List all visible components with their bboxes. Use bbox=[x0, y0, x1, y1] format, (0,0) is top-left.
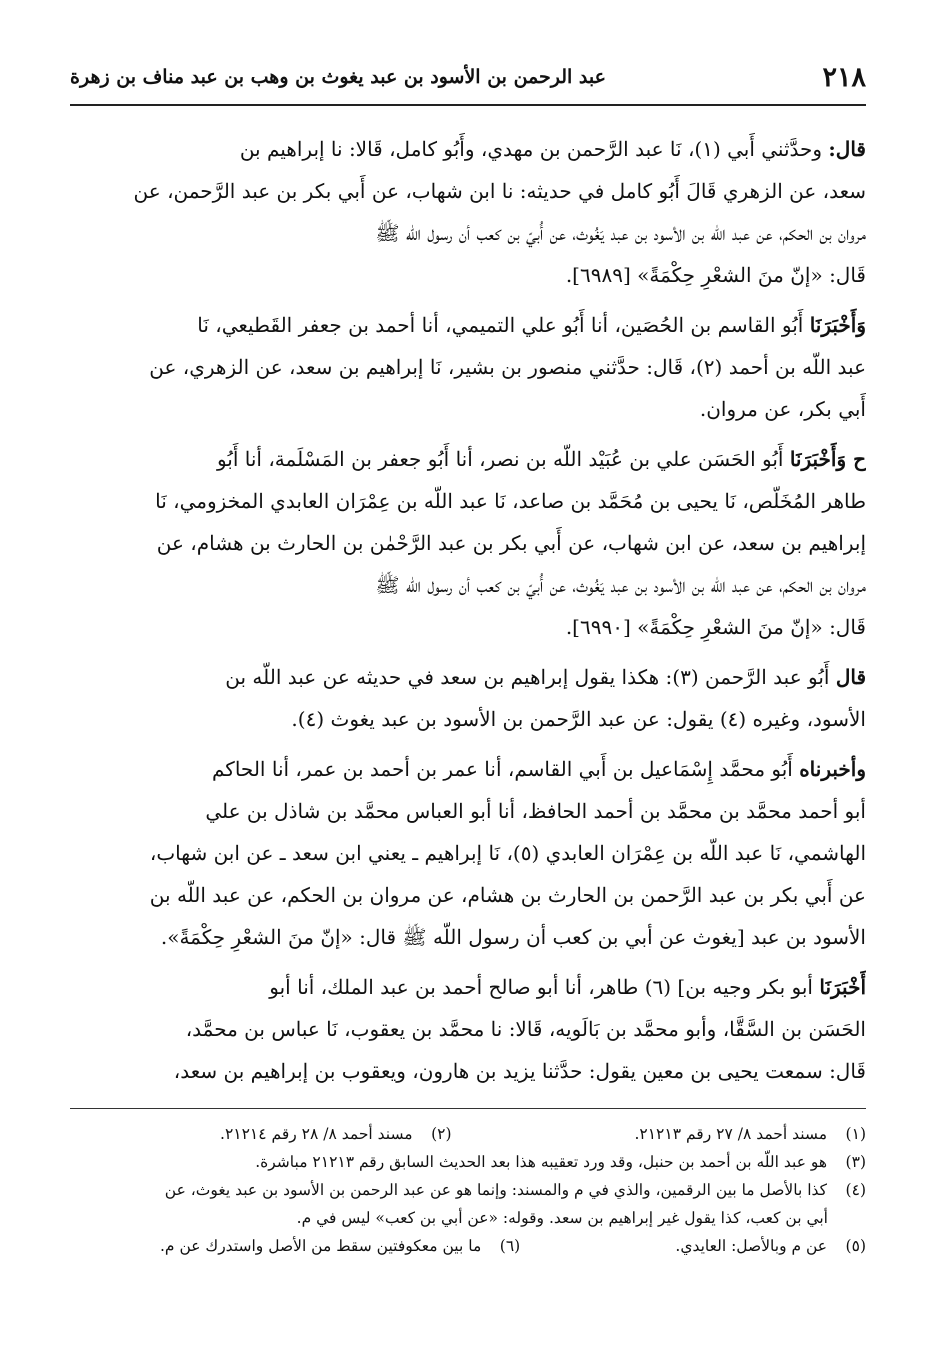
text-line: الأسود، وغيره (٤) يقول: عن عبد الرَّحمن بن الأسود بن عبد يغوث (٤). bbox=[291, 707, 866, 731]
main-text bbox=[70, 128, 866, 1100]
text-line: مروان بن الحكم، عن عبد اللّه بن الأسود بن عبد يَغُوث، عن أُبيّ بن كعب أن رسول الله ﷺ bbox=[375, 221, 866, 245]
footnote-number: (١) bbox=[845, 1125, 866, 1143]
footnote-number: (٥) bbox=[845, 1237, 866, 1255]
footnote-text: مسند أحمد ٨/ ٢٨ رقم ٢١٢١٤. bbox=[220, 1125, 413, 1143]
footnote-text: ما بين معكوفتين سقط من الأصل واستدرك عن م. bbox=[160, 1237, 482, 1255]
paragraph bbox=[70, 656, 866, 740]
footnote-text: كذا بالأصل ما بين الرقمين، والذي في م والمسند: وإنما هو عن عبد الرحمن بن الأسود بن عبد يغوث، عن bbox=[164, 1181, 828, 1199]
text-line: عبد اللّه بن أحمد (٢)، قَال: حدَّثني منصور بن بشير، نَا إبراهيم بن سعد، عن الزهري، عن bbox=[149, 355, 866, 379]
text-line: الحَسَن بن السَّقَّا، وأبو محمَّد بن بَالَويه، قَالا: نا محمَّد بن يعقوب، نَا عباس بن محمَّد، bbox=[185, 1017, 866, 1041]
paragraph-lead: أَخْبَرَنَا bbox=[819, 975, 866, 999]
paragraph-lead: قال: bbox=[828, 137, 866, 161]
page-header bbox=[70, 62, 866, 102]
footnote-text: مسند أحمد ٨/ ٢٧ رقم ٢١٢١٣. bbox=[634, 1125, 828, 1143]
text-line: قَال: «إنّ منَ الشعْرِ حِكْمَةً» [٦٩٩٠]. bbox=[565, 615, 866, 639]
text-line: طاهر المُخَلّص، نَا يحيى بن مُحَمَّد بن صاعد، نَا عبد اللّه بن عِمْرَان العابدي المخزومي، نَا bbox=[155, 489, 866, 513]
text-line: وأخبرناه أَبُو محمَّد إِسْمَاعيل بن أَبي القاسم، أنا عمر بن أحمد بن عمر، أنا الحاكم bbox=[212, 757, 866, 781]
paragraph bbox=[70, 748, 866, 958]
paragraph bbox=[70, 966, 866, 1092]
text-line: وَأَخْبَرَنَا أَبُو القاسم بن الحُصَين، أنا أَبُو علي التميمي، أنا أحمد بن جعفر القَطيعي، نَا bbox=[197, 313, 866, 337]
text-line: أبو أحمد محمَّد بن محمَّد بن أحمد الحافظ، أنا أبو العباس محمَّد بن شاذل بن علي bbox=[205, 799, 866, 823]
paragraph bbox=[70, 438, 866, 648]
text-line: قَال: سمعت يحيى بن معين يقول: حدَّثنا يزيد بن هارون، ويعقوب بن إبراهيم بن سعد، bbox=[173, 1059, 866, 1083]
footnote-continuation: أبي بن كعب، كذا يقول غير إبراهيم بن سعد. وقوله: «عن أبي بن كعب» ليس في م. bbox=[296, 1209, 828, 1227]
footnote-number: (٣) bbox=[845, 1153, 866, 1171]
footnote-text: هو عبد اللّه بن أحمد بن حنبل، وقد ورد تعقيبه هذا بعد الحديث السابق رقم ٢١٢١٣ مباشرة. bbox=[255, 1153, 828, 1171]
paragraph-lead: وأخبرناه bbox=[799, 757, 866, 781]
footnote bbox=[70, 1150, 866, 1174]
text-line: ح وَأَخْبَرَنَا أَبُو الحَسَن علي بن عُبَيْد اللّه بن نصر، أنا أَبُو جعفر بن المَسْلَمة، أنا أَبُو bbox=[216, 447, 866, 471]
footnote-row bbox=[70, 1234, 866, 1258]
paragraph-lead: ح وَأَخْبَرَنَا bbox=[789, 447, 866, 471]
footnote-number: (٤) bbox=[845, 1181, 866, 1199]
text-line: سعد، عن الزهري قَالَ أَبُو كامل في حديثه: نا ابن شهاب، عن أَبي بكر بن عبد الرَّحمن، عن bbox=[133, 179, 866, 203]
text-line: الأسود بن عبد [يغوث عن أبي بن كعب أن رسول اللّه ﷺ قال: «إنّ منَ الشعْرِ حِكْمَةً». bbox=[160, 925, 866, 949]
text-line: عن أَبي بكر بن عبد الرَّحمن بن الحارث بن هشام، عن مروان بن الحكم، عن عبد اللّه بن bbox=[149, 883, 866, 907]
page-number: ٢١٨ bbox=[822, 62, 866, 93]
footnote-rule bbox=[70, 1108, 866, 1109]
footnote bbox=[70, 1178, 866, 1202]
footnotes bbox=[70, 1122, 866, 1262]
paragraph bbox=[70, 304, 866, 430]
text-line: إبراهيم بن سعد، عن ابن شهاب، عن أَبي بكر بن عبد الرَّحْمٰن بن الحارث بن هشام، عن bbox=[156, 531, 866, 555]
text-line: قال: وحدَّثني أَبي (١)، نَا عبد الرَّحمن بن مهدي، وأَبُو كامل، قَالا: نا إبراهيم بن bbox=[239, 137, 866, 161]
text-line: قَال: «إنّ منَ الشعْرِ حِكْمَةً» [٦٩٨٩]. bbox=[565, 263, 866, 287]
footnote-row bbox=[70, 1122, 866, 1146]
header-rule bbox=[70, 104, 866, 106]
running-title: عبد الرحمن بن الأسود بن عبد يغوث بن وهب بن عبد مناف بن زهرة bbox=[70, 66, 606, 88]
paragraph-lead: وَأَخْبَرَنَا bbox=[809, 313, 866, 337]
text-line: مروان بن الحكم، عن عبد اللّه بن الأسود بن عبد يَغُوث، عن أُبيّ بن كعب أن رسول الله ﷺ bbox=[375, 573, 866, 597]
paragraph-lead: قال bbox=[835, 665, 866, 689]
paragraph bbox=[70, 128, 866, 296]
text-line: قال أَبُو عبد الرَّحمن (٣): هكذا يقول إبراهيم بن سعد في حديثه عن عبد اللّه بن bbox=[225, 665, 866, 689]
text-line: أَبي بكر، عن مروان. bbox=[699, 397, 866, 421]
text-line: الهاشمي، نَا عبد اللّه بن عِمْرَان العابدي (٥)، نَا إبراهيم ـ يعني ابن سعد ـ عن ابن شهاب، bbox=[149, 841, 866, 865]
text-line: أَخْبَرَنَا أبو بكر وجيه بن] (٦) طاهر، أنا أبو صالح أحمد بن عبد الملك، أنا أبو bbox=[269, 975, 866, 999]
footnote-number: (٢) bbox=[431, 1125, 452, 1143]
footnote-text: عن م وبالأصل: العايدي. bbox=[675, 1237, 828, 1255]
footnote-number: (٦) bbox=[499, 1237, 521, 1255]
